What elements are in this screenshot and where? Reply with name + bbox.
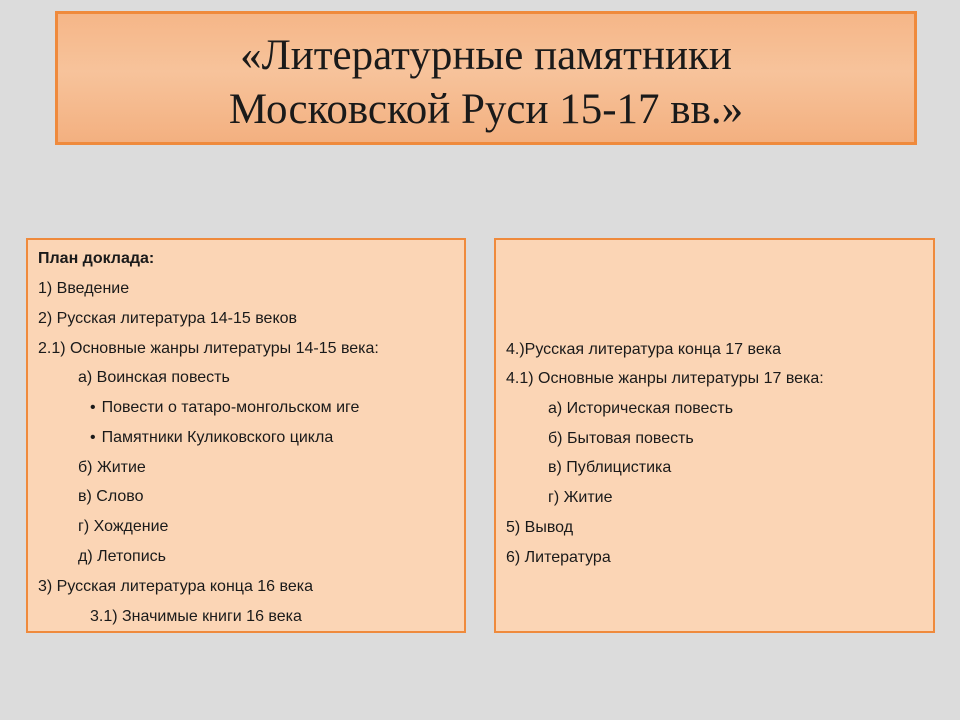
plan-subitem: в) Публицистика: [548, 459, 672, 476]
plan-subitem: б) Бытовая повесть: [548, 430, 694, 447]
title-box: [55, 11, 917, 145]
plan-item: 1) Введение: [38, 280, 130, 297]
plan-item: 3) Русская литература конца 16 века: [38, 578, 313, 595]
plan-bullet-item: • Памятники Куликовского цикла: [90, 428, 333, 448]
plan-subitem: г) Хождение: [78, 518, 169, 535]
plan-subitem: а) Воинская повесть: [78, 369, 230, 386]
plan-item: 2) Русская литература 14-15 веков: [38, 310, 298, 327]
title-line-2: Московской Руси 15-17 вв.»: [228, 86, 744, 133]
title-line-1: «Литературные памятники: [240, 32, 732, 79]
plan-item: 5) Вывод: [506, 519, 574, 536]
plan-subitem: 3.1) Значимые книги 16 века: [90, 608, 302, 625]
plan-heading: План доклада:: [38, 250, 155, 267]
report-plan-panel-left: [26, 238, 466, 633]
plan-subitem: б) Житие: [78, 459, 146, 476]
plan-subitem: г) Житие: [548, 489, 613, 506]
plan-subitem: в) Слово: [78, 488, 144, 505]
report-plan-panel-right: [494, 238, 935, 633]
plan-bullet-item: • Повести о татаро-монгольском иге: [90, 398, 359, 418]
plan-item: 6) Литература: [506, 549, 611, 566]
plan-item: 4.1) Основные жанры литературы 17 века:: [506, 370, 824, 387]
plan-item: 4.)Русская литература конца 17 века: [506, 341, 781, 358]
plan-item: 2.1) Основные жанры литературы 14-15 века:: [38, 340, 379, 357]
plan-subitem: а) Историческая повесть: [548, 400, 734, 417]
plan-subitem: д) Летопись: [78, 548, 166, 565]
